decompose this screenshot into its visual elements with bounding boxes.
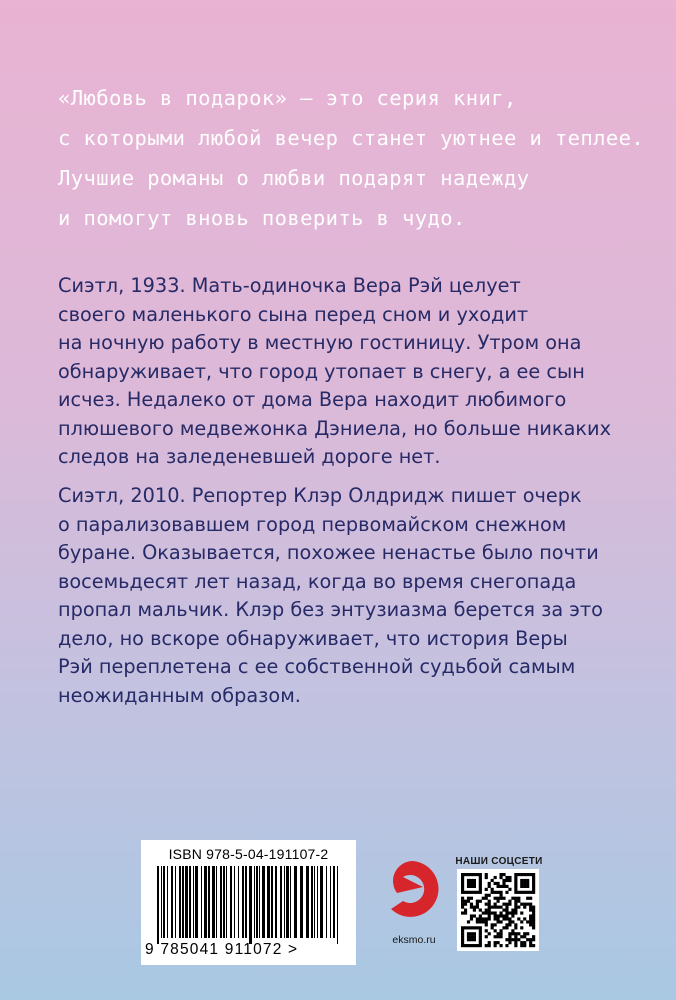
tagline-line-1: «Любовь в подарок» – это серия книг,	[58, 86, 517, 110]
paragraph-line: следов на заледеневшей дороге нет.	[58, 445, 441, 468]
tagline-line-2: с которыми любой вечер станет уютнее и теплее.	[58, 126, 645, 150]
eksmo-logo	[383, 857, 443, 937]
paragraph-line: плюшевого медвежонка Дэниела, но больше никаких	[58, 416, 611, 440]
paragraph-line: своего маленького сына перед сном и уходит	[58, 302, 529, 326]
paragraph-line: Сиэтл, 1933. Мать-одиночка Вера Рэй целует	[58, 274, 521, 297]
isbn-number: ISBN 978-5-04-191107-2	[168, 846, 329, 862]
qr-code-icon	[457, 869, 539, 951]
paragraph-line: исчез. Недалеко от дома Вера находит любимого	[58, 388, 567, 411]
barcode-icon	[155, 866, 343, 944]
isbn-barcode	[141, 840, 356, 965]
paragraph-line: о парализовавшем город первомайском снежном	[58, 512, 567, 536]
eksmo-logo-icon	[383, 857, 443, 937]
social-label: НАШИ СОЦСЕТИ	[455, 856, 543, 867]
paragraph-line: на ночную работу в местную гостиницу. Утром она	[58, 331, 582, 354]
paragraph-line: пропал мальчик. Клэр без энтузиазма берется за это	[58, 598, 603, 621]
paragraph-line: дело, но вскоре обнаруживает, что история Веры	[58, 626, 568, 650]
paragraph-line: обнаруживает, что город утопает в снегу, а ее сын	[58, 359, 585, 383]
paragraph-line: Сиэтл, 2010. Репортер Клэр Олдридж пишет очерк	[58, 484, 582, 507]
paragraph-line: неожиданным образом.	[58, 683, 301, 707]
synopsis-paragraph-1933	[58, 272, 648, 472]
paragraph-line: Рэй переплетена с ее собственной судьбой самым	[58, 655, 576, 678]
paragraph-line: восемьдесят лет назад, когда во время снегопада	[58, 569, 577, 593]
social-qr-code	[457, 869, 539, 951]
paragraph-line: буране. Оказывается, похожее ненастье было почти	[58, 541, 599, 564]
publisher-site: eksmo.ru	[392, 934, 436, 946]
series-tagline	[58, 78, 658, 238]
barcode-digits: 9 785041 911072 >	[145, 941, 299, 958]
synopsis-paragraph-2010	[58, 482, 648, 710]
tagline-line-4: и помогут вновь поверить в чудо.	[58, 206, 466, 230]
tagline-line-3: Лучшие романы о любви подарят надежду	[58, 166, 530, 190]
